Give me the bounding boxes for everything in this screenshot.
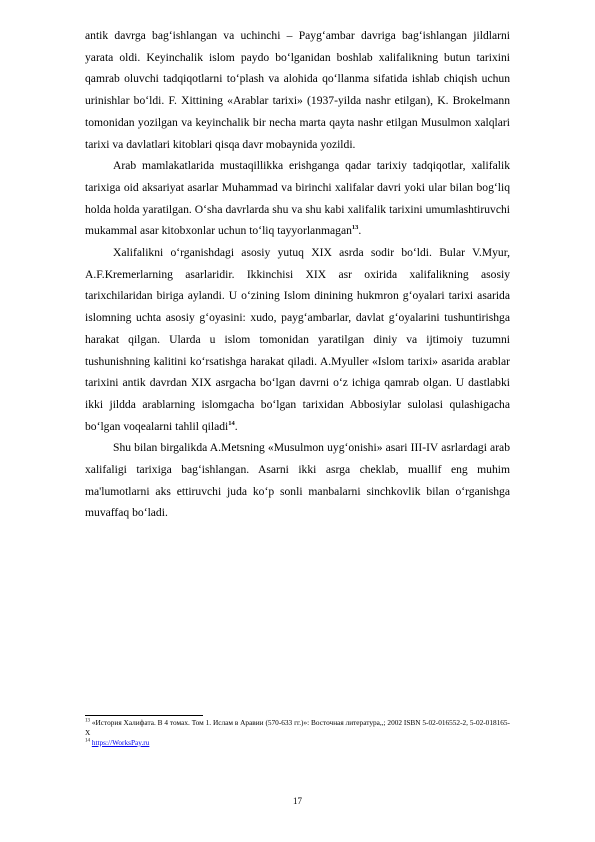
paragraph-end: . [358,224,362,238]
page-body [85,25,510,524]
footnote-number: 13 [85,718,90,724]
footnote-text: «История Халифата. В 4 томах. Том 1. Ислам в Аравии (570-633 гг.)»: Восточная литература,,; 2002 ISBN 5-02-016552-2, 5-02-018165-X [85,718,510,737]
footnote-ref-13[interactable]: 13 [351,224,359,232]
paragraph-end: . [234,419,238,433]
paragraph-metz [85,437,510,524]
footnote-13 [85,718,510,738]
footnote-14 [85,738,510,748]
footnote-number: 14 [85,738,90,744]
paragraph-text: antik davrga bag‘ishlangan va uchinchi – Payg‘ambar davriga bag‘ishlangan jildlarni yarata oldi. Keyinchalik islom paydo bo‘lganidan boshlab xalifalikning butun tarixini qamrab oluvchi tadqiqotlarni to‘plash va alohida qo‘llanma sifatida ishlab chiqish uchun urinishlar bo‘ldi. F. Xittining «Arablar tarixi» (1937-yilda nashr etilgan), K. Brokelmann tomonidan yozilgan va keyinchalik bir necha marta qayta nashr etilgan Musulmon xalqlari tarixi va davlatlari kitoblari qisqa davr mobaynida yozildi. [85,29,510,151]
paragraph-text: Xalifalikni o‘rganishdagi asosiy yutuq XIX asrda sodir bo‘ldi. Bular V.Myur, A.F.Kremerlarning asarlaridir. Ikkinchisi XIX asr oxirida xalifalikning asosiy tarixchilaridan biriga aylandi. U o‘zining Islom dinining hukmron g‘oyalari tarixi asarida islomning uchta asosiy g‘oyasini: xudo, payg‘ambarlar, davlat g‘oyalarini tushuntirishga harakat qilgan. Ularda u islom tomonidan yaratilgan diniy va ijtimoiy tuzumni tushunishning kalitini ko‘rsatishga harakat qiladi. A.Myuller «Islom tarixi» asarida arablar tarixini antik davrdan XIX asrgacha bo‘lgan davrni o‘z ichiga qamrab olgan. U dastlabki ikki jildda arablarning islomgacha bo‘lgan tarixidan Abbosiylar sulolasi qulashigacha bo‘lgan voqealarni tahlil qiladi [85,246,510,433]
paragraph-text: Arab mamlakatlarida mustaqillikka erishganga qadar tarixiy tadqiqotlar, xalifalik tarixiga oid aksariyat asarlar Muhammad va birinchi xalifalar davri yoki ular bilan bog‘liq holda holda yaratilgan. O‘sha davrlarda shu va shu kabi xalifalik tarixini umumlashtiruvchi mukammal asar kitobxonlar uchun to‘liq tayyorlanmagan [85,159,510,238]
footnote-link[interactable]: https://WorksPay.ru [91,738,150,747]
footnotes [85,718,510,748]
paragraph-arab-countries [85,155,510,242]
footnote-separator [85,715,203,716]
paragraph-text: Shu bilan birgalikda A.Metsning «Musulmon uyg‘onishi» asari III-IV asrlardagi arab xalifaligi tarixiga bag‘ishlangan. Asarni ikki asrga cheklab, muallif eng muhim ma'lumotlarni aks ettiruvchi juda ko‘p sonli manbalarni sinchkovlik bilan o‘rganishga muvaffaq bo‘ladi. [85,441,510,520]
page-number: 17 [293,796,302,806]
paragraph-xix-century [85,242,510,437]
footnote-ref-14[interactable]: 14 [228,419,235,427]
paragraph-continuation [85,25,510,155]
